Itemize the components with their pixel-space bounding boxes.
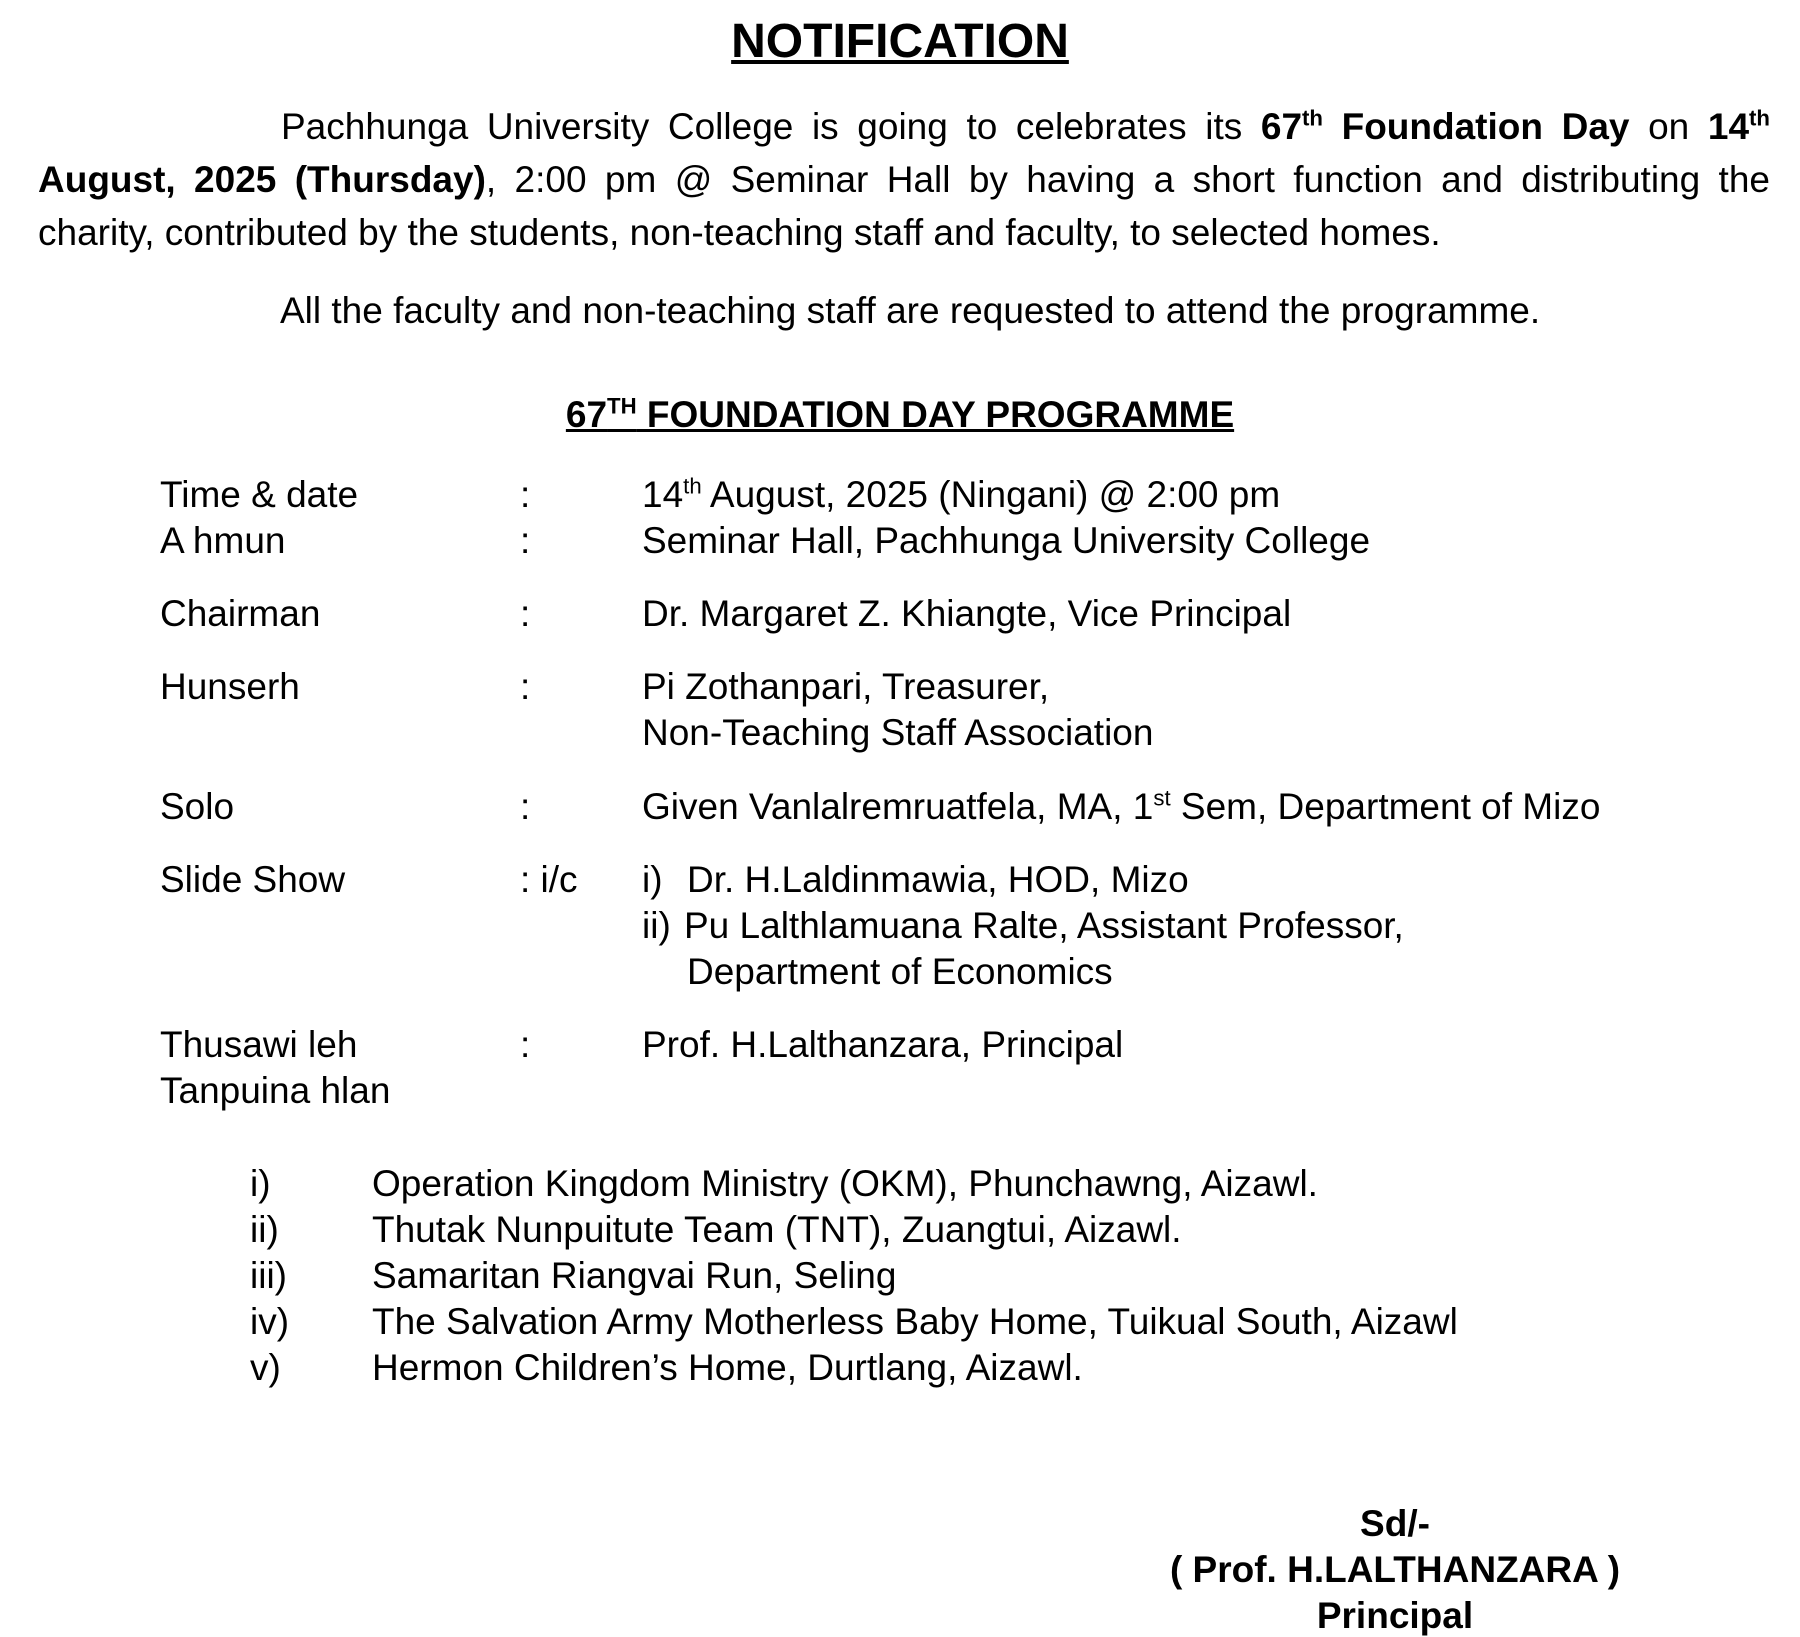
intro-part2: on — [1629, 106, 1708, 147]
slide-show-item-1: Dr. H.Laldinmawia, HOD, Mizo — [687, 859, 1189, 900]
row-value-speech: Prof. H.Lalthanzara, Principal — [642, 1024, 1124, 1065]
home-name: The Salvation Army Motherless Baby Home, Tuikual South, Aizawl — [372, 1301, 1458, 1342]
row-colon: : — [520, 520, 531, 561]
row-value-hunserh-line2: Non-Teaching Staff Association — [642, 712, 1154, 753]
row-label-solo: Solo — [160, 786, 235, 827]
home-name: Samaritan Riangvai Run, Seling — [372, 1255, 897, 1296]
notification-title: NOTIFICATION — [731, 15, 1069, 68]
intro-paragraph — [38, 100, 1770, 259]
row-colon: : — [520, 1024, 531, 1065]
slide-show-item-number: ii) — [642, 905, 671, 946]
home-name: Thutak Nunpuitute Team (TNT), Zuangtui, Aizawl. — [372, 1209, 1182, 1250]
row-colon: : — [520, 593, 531, 634]
row-colon-ic: : i/c — [520, 859, 578, 900]
row-value-time-date: 14th August, 2025 (Ningani) @ 2:00 pm — [642, 473, 1281, 515]
row-colon: : — [520, 474, 531, 515]
programme-title: 67TH FOUNDATION DAY PROGRAMME — [565, 393, 1235, 435]
home-name: Hermon Children’s Home, Durtlang, Aizawl. — [372, 1347, 1083, 1388]
home-number: i) — [250, 1163, 271, 1204]
row-value-solo: Given Vanlalremruatfela, MA, 1st Sem, Department of Mizo — [642, 785, 1601, 827]
row-label-chairman: Chairman — [160, 593, 321, 634]
signatory-designation: Principal — [1316, 1595, 1474, 1636]
row-label-hunserh: Hunserh — [160, 666, 300, 707]
signature-sd: Sd/- — [1360, 1503, 1430, 1544]
attendance-request: All the faculty and non-teaching staff are requested to attend the programme. — [280, 290, 1541, 331]
intro-bold-date: 14th August, 2025 (Thursday) — [38, 105, 1770, 200]
row-value-hunserh-line1: Pi Zothanpari, Treasurer, — [642, 666, 1050, 707]
home-number: ii) — [250, 1209, 279, 1250]
row-label-time-date: Time & date — [160, 474, 359, 515]
intro-part3: , 2:00 pm @ Seminar Hall by having a short function and distributing the charity, contributed by the students, non-teaching staff and faculty, to selected homes. — [38, 159, 1770, 253]
row-label-venue: A hmun — [160, 520, 286, 561]
row-label-slide-show: Slide Show — [160, 859, 346, 900]
row-label-speech-line2: Tanpuina hlan — [160, 1070, 391, 1111]
row-label-speech-line1: Thusawi leh — [160, 1024, 358, 1065]
row-colon: : — [520, 666, 531, 707]
slide-show-item-2-line2: Department of Economics — [687, 951, 1113, 992]
home-number: iii) — [250, 1255, 287, 1296]
row-value-chairman: Dr. Margaret Z. Khiangte, Vice Principal — [642, 593, 1292, 634]
slide-show-item-2: Pu Lalthlamuana Ralte, Assistant Professor, — [684, 905, 1404, 946]
slide-show-item-number: i) — [642, 859, 663, 900]
row-colon: : — [520, 786, 531, 827]
row-value-venue: Seminar Hall, Pachhunga University College — [642, 520, 1371, 561]
intro-bold-foundation-day: 67th Foundation Day — [1260, 105, 1630, 147]
home-number: v) — [250, 1347, 281, 1388]
signatory-name: ( Prof. H.LALTHANZARA ) — [1169, 1549, 1621, 1590]
intro-part1: Pachhunga University College is going to celebrates its — [281, 106, 1261, 147]
home-number: iv) — [250, 1301, 290, 1342]
home-name: Operation Kingdom Ministry (OKM), Phunchawng, Aizawl. — [372, 1163, 1318, 1204]
